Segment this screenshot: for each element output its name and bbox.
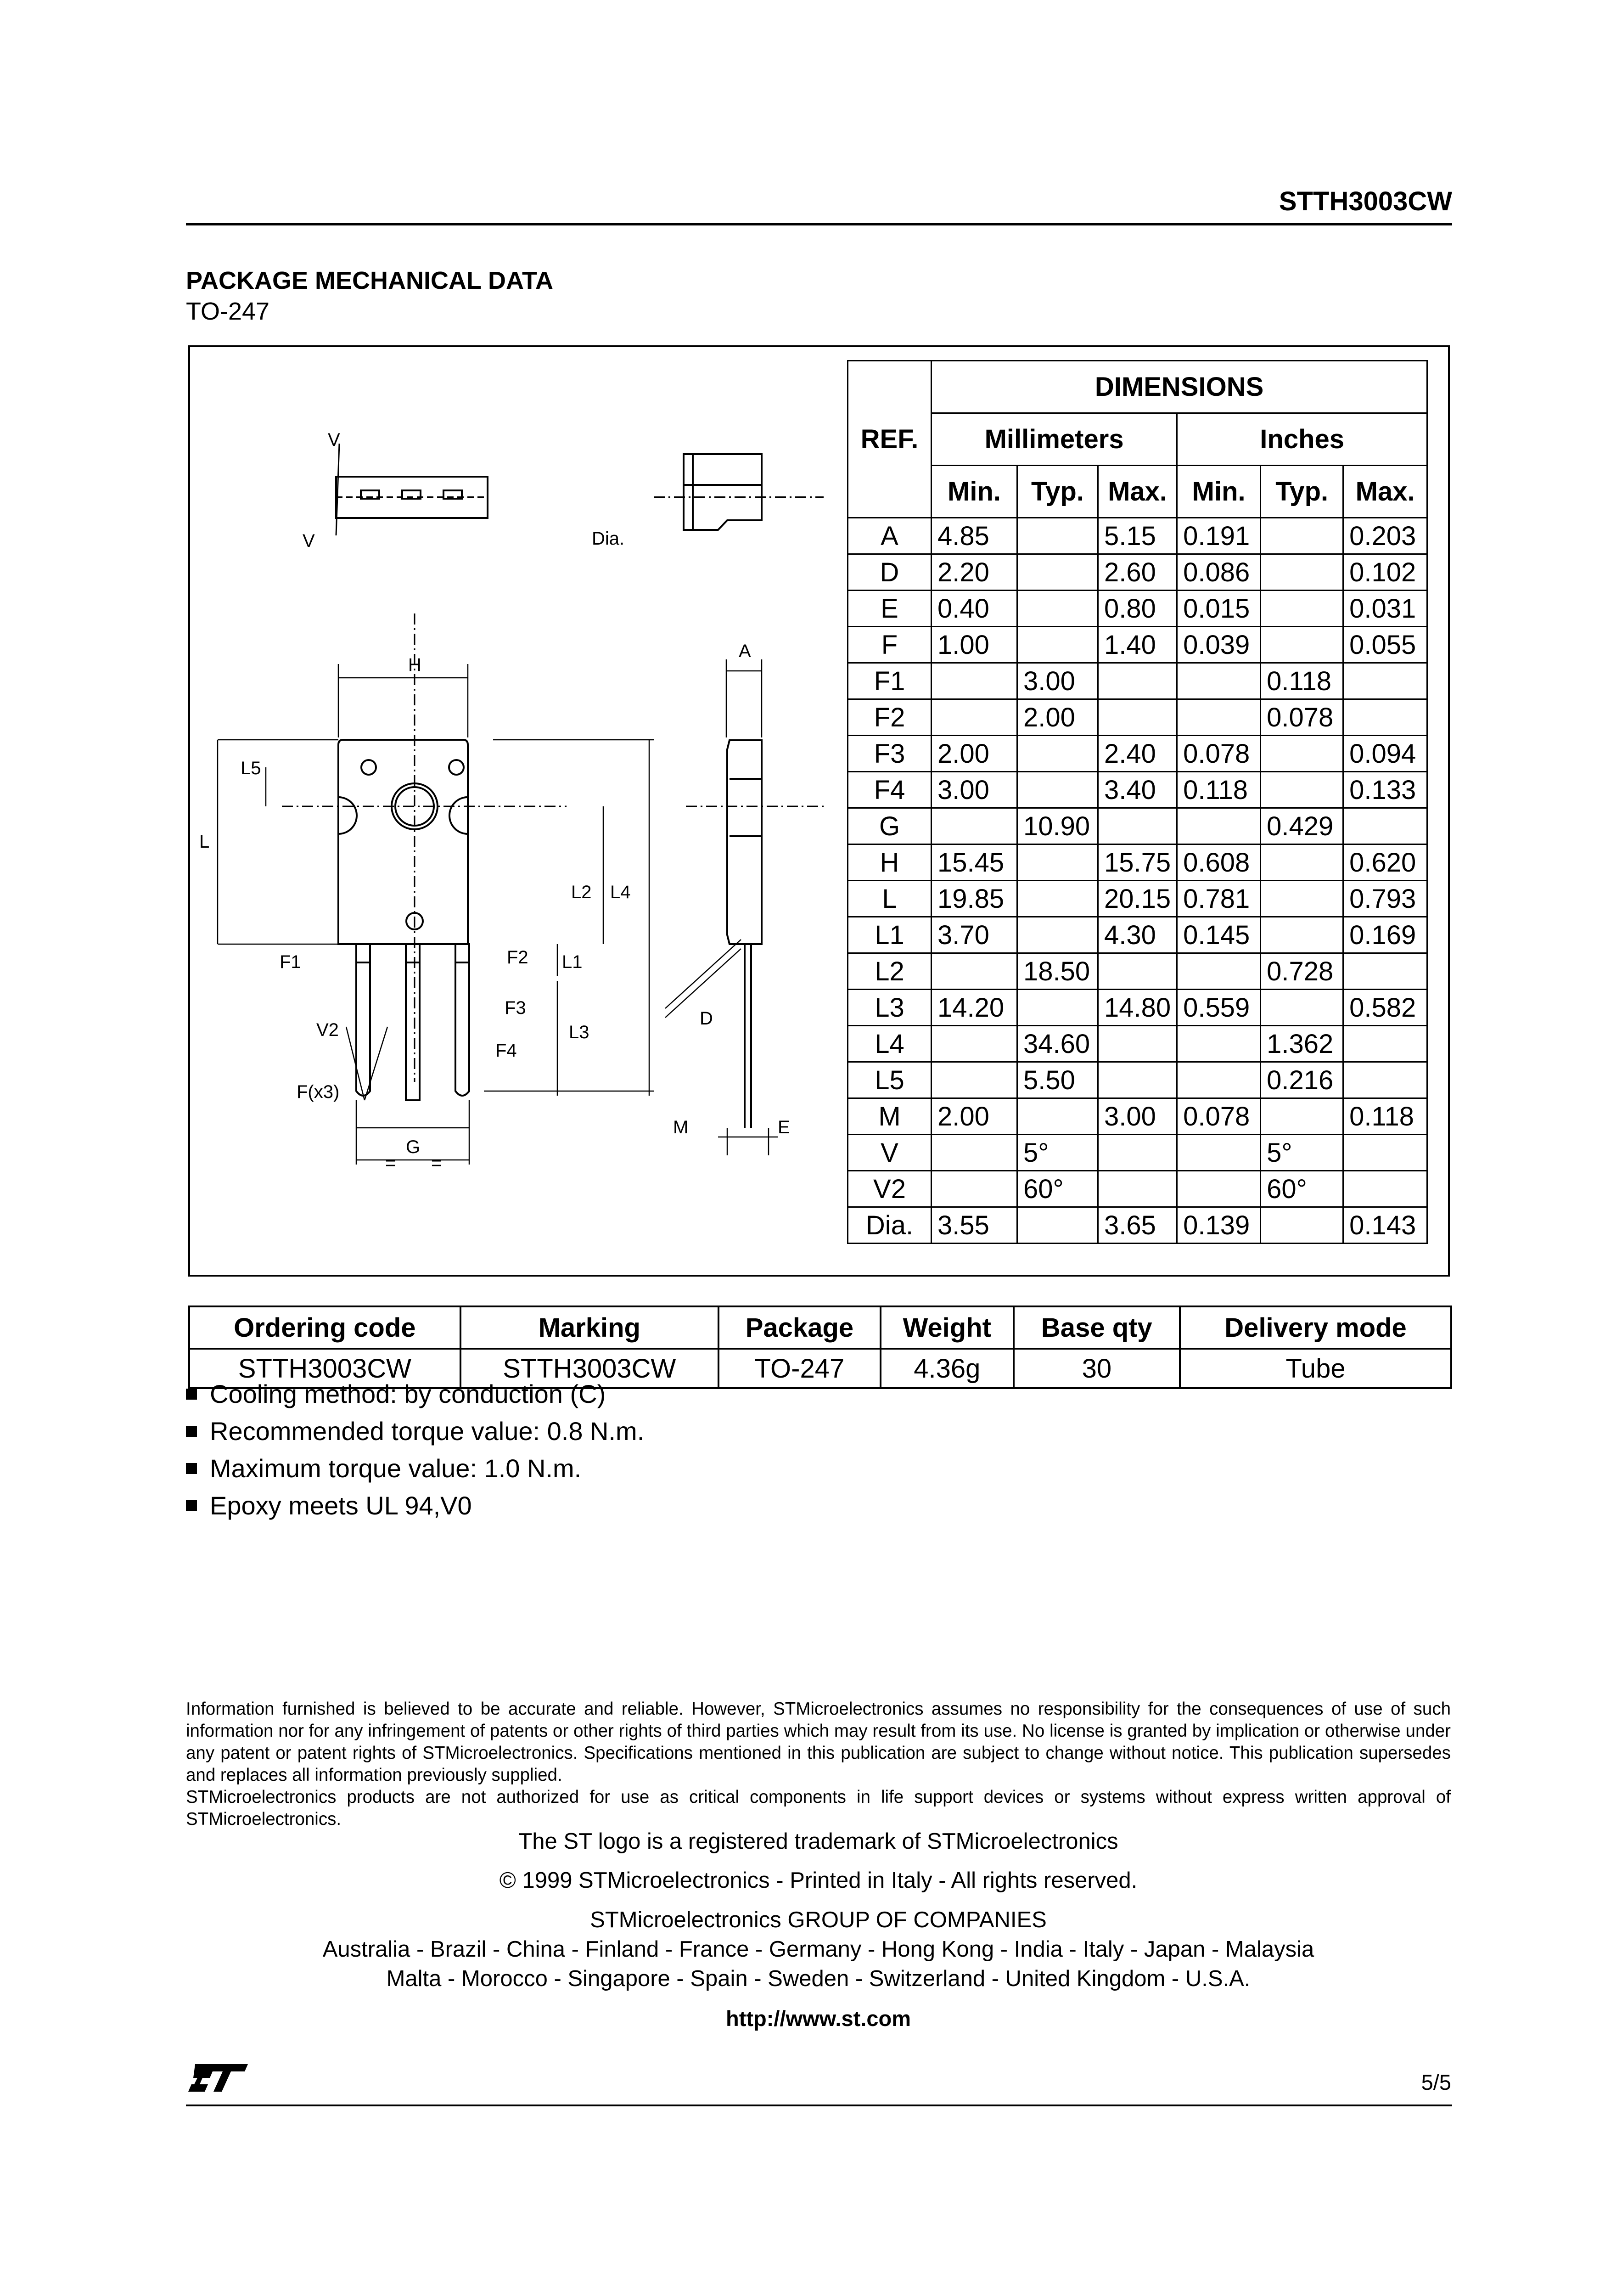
label-fx3: F(x3): [297, 1082, 340, 1102]
dimension-cell-mm-min: 2.20: [932, 554, 1017, 591]
package-header: Package: [718, 1306, 881, 1349]
dimension-cell-mm-max: 20.15: [1098, 881, 1177, 917]
dimension-cell-in-typ: [1261, 627, 1343, 663]
label-e: E: [778, 1117, 790, 1137]
dimension-cell-in-typ: [1261, 554, 1343, 591]
dimension-cell-in-max: [1343, 1062, 1427, 1098]
dimension-cell-in-typ: 0.429: [1261, 808, 1343, 844]
dimension-cell-mm-max: [1098, 699, 1177, 736]
footer-rule: [186, 2105, 1452, 2106]
dimension-cell-in-min: 0.078: [1177, 1098, 1261, 1135]
ref-cell: L: [848, 881, 932, 917]
dimension-cell-in-typ: [1261, 844, 1343, 881]
mm-typ-header: Typ.: [1017, 466, 1098, 518]
dimension-cell-mm-max: 1.40: [1098, 627, 1177, 663]
dimension-cell-mm-max: [1098, 953, 1177, 990]
dimension-cell-in-min: [1177, 953, 1261, 990]
millimeters-header: Millimeters: [932, 413, 1177, 466]
mm-max-header: Max.: [1098, 466, 1177, 518]
dimension-cell-mm-min: [932, 1171, 1017, 1207]
ref-cell: V: [848, 1135, 932, 1171]
dimension-cell-in-max: 0.094: [1343, 736, 1427, 772]
bullet-square-icon: [186, 1500, 197, 1511]
dimension-cell-mm-max: [1098, 1135, 1177, 1171]
dimension-cell-mm-max: 4.30: [1098, 917, 1177, 953]
in-typ-header: Typ.: [1261, 466, 1343, 518]
weight-value: 4.36g: [881, 1349, 1014, 1388]
ref-cell: L2: [848, 953, 932, 990]
base-qty-value: 30: [1014, 1349, 1180, 1388]
page-number: 5/5: [1421, 2070, 1451, 2094]
dimension-cell-in-min: 0.608: [1177, 844, 1261, 881]
label-l: L: [199, 832, 210, 852]
st-logo-icon: [186, 2060, 250, 2096]
section-title: PACKAGE MECHANICAL DATA: [186, 267, 553, 294]
dimension-cell-in-min: 0.559: [1177, 990, 1261, 1026]
dimension-cell-mm-max: 0.80: [1098, 591, 1177, 627]
ref-cell: D: [848, 554, 932, 591]
table-row: [848, 736, 1427, 772]
dimension-cell-in-max: [1343, 1026, 1427, 1062]
dimension-cell-mm-min: [932, 699, 1017, 736]
table-row: [848, 518, 1427, 554]
dimension-cell-mm-max: 3.40: [1098, 772, 1177, 808]
dimension-cell-mm-min: 3.70: [932, 917, 1017, 953]
dimension-cell-mm-min: [932, 663, 1017, 699]
dimensions-table: [847, 360, 1428, 1244]
label-d: D: [700, 1008, 713, 1029]
dimension-cell-in-typ: 1.362: [1261, 1026, 1343, 1062]
dimension-cell-in-min: 0.078: [1177, 736, 1261, 772]
dimension-cell-mm-typ: 10.90: [1017, 808, 1098, 844]
dimension-cell-mm-typ: 34.60: [1017, 1026, 1098, 1062]
dimension-cell-mm-typ: [1017, 772, 1098, 808]
label-l3: L3: [569, 1022, 589, 1042]
dimension-cell-in-min: 0.145: [1177, 917, 1261, 953]
dimension-cell-mm-max: [1098, 1062, 1177, 1098]
dimension-cell-in-typ: [1261, 772, 1343, 808]
package-value: TO-247: [718, 1349, 881, 1388]
ref-cell: V2: [848, 1171, 932, 1207]
label-v2: V2: [316, 1020, 339, 1040]
dimension-cell-in-typ: [1261, 1098, 1343, 1135]
label-eq-left: =: [385, 1153, 396, 1173]
label-a: A: [739, 641, 751, 661]
dimension-cell-mm-max: 5.15: [1098, 518, 1177, 554]
dimension-cell-in-min: [1177, 1171, 1261, 1207]
dimension-cell-in-max: 0.620: [1343, 844, 1427, 881]
dimension-cell-in-max: [1343, 663, 1427, 699]
table-row: [848, 1171, 1427, 1207]
dimension-cell-mm-min: 3.00: [932, 772, 1017, 808]
dimension-cell-mm-typ: 18.50: [1017, 953, 1098, 990]
label-v-bottom: V: [303, 531, 315, 551]
table-row: [848, 881, 1427, 917]
table-row: [848, 1026, 1427, 1062]
list-item: Maximum torque value: 1.0 N.m.: [186, 1450, 644, 1487]
inches-header: Inches: [1177, 413, 1427, 466]
dimension-cell-in-typ: 60°: [1261, 1171, 1343, 1207]
table-row: [848, 699, 1427, 736]
dimension-cell-mm-typ: 3.00: [1017, 663, 1098, 699]
group-of-companies: STMicroelectronics GROUP OF COMPANIES: [590, 1908, 1047, 1932]
dimension-cell-mm-min: [932, 1026, 1017, 1062]
dimension-cell-mm-typ: 5°: [1017, 1135, 1098, 1171]
ordering-code-header: Ordering code: [189, 1306, 460, 1349]
disclaimer-paragraph-2: STMicroelectronics products are not authorized for use as critical components in life support devices or systems without express written approval of STMicroelectronics.: [186, 1787, 1451, 1829]
dimension-cell-mm-min: [932, 1062, 1017, 1098]
dimension-cell-mm-typ: [1017, 881, 1098, 917]
package-notes-list: [186, 1375, 644, 1524]
dimension-cell-in-typ: [1261, 1207, 1343, 1244]
label-l2: L2: [571, 882, 592, 902]
dimension-cell-mm-min: 3.55: [932, 1207, 1017, 1244]
dimension-cell-mm-min: 2.00: [932, 736, 1017, 772]
dimension-cell-in-max: 0.169: [1343, 917, 1427, 953]
dimension-cell-mm-typ: [1017, 736, 1098, 772]
dimension-cell-in-typ: [1261, 736, 1343, 772]
dimension-cell-in-typ: 0.078: [1261, 699, 1343, 736]
legal-disclaimer: [186, 1698, 1451, 1830]
bullet-square-icon: [186, 1426, 197, 1437]
dimension-cell-mm-max: [1098, 663, 1177, 699]
dimension-cell-in-min: 0.039: [1177, 627, 1261, 663]
dimension-cell-in-typ: 0.118: [1261, 663, 1343, 699]
ref-cell: L3: [848, 990, 932, 1026]
dimension-cell-in-min: 0.781: [1177, 881, 1261, 917]
dimension-cell-in-max: 0.143: [1343, 1207, 1427, 1244]
dimension-cell-mm-typ: [1017, 591, 1098, 627]
dimension-cell-in-min: [1177, 699, 1261, 736]
dimension-cell-mm-typ: 60°: [1017, 1171, 1098, 1207]
ordering-code-value: STTH3003CW: [189, 1349, 460, 1388]
table-row: [848, 1207, 1427, 1244]
dimension-cell-mm-max: 3.65: [1098, 1207, 1177, 1244]
table-row: [848, 1135, 1427, 1171]
table-row: [848, 591, 1427, 627]
dimensions-header: DIMENSIONS: [932, 361, 1427, 413]
dimension-cell-in-typ: [1261, 518, 1343, 554]
ref-cell: M: [848, 1098, 932, 1135]
delivery-mode-value: Tube: [1180, 1349, 1451, 1388]
dimension-cell-in-typ: [1261, 917, 1343, 953]
dimension-cell-in-max: 0.102: [1343, 554, 1427, 591]
label-dia: Dia.: [592, 529, 625, 549]
dimension-cell-mm-min: [932, 953, 1017, 990]
dimension-cell-mm-max: [1098, 1171, 1177, 1207]
ref-cell: G: [848, 808, 932, 844]
dimension-cell-in-min: 0.191: [1177, 518, 1261, 554]
dimension-cell-in-typ: [1261, 881, 1343, 917]
marking-header: Marking: [460, 1306, 718, 1349]
dimension-cell-mm-min: [932, 1135, 1017, 1171]
dimension-cell-in-max: [1343, 1171, 1427, 1207]
dimension-cell-mm-min: 0.40: [932, 591, 1017, 627]
label-f4: F4: [495, 1041, 517, 1061]
table-row: [848, 844, 1427, 881]
dimension-cell-mm-typ: [1017, 518, 1098, 554]
document-part-number: STTH3003CW: [1279, 186, 1452, 216]
dimension-cell-in-typ: [1261, 591, 1343, 627]
dimension-cell-in-min: [1177, 1062, 1261, 1098]
copyright-note: © 1999 STMicroelectronics - Printed in Italy - All rights reserved.: [499, 1868, 1138, 1893]
ref-cell: L5: [848, 1062, 932, 1098]
dimension-cell-mm-min: 1.00: [932, 627, 1017, 663]
dimension-cell-in-min: 0.118: [1177, 772, 1261, 808]
ref-cell: F2: [848, 699, 932, 736]
dimension-cell-in-max: 0.031: [1343, 591, 1427, 627]
label-f3: F3: [505, 998, 526, 1018]
marking-value: STTH3003CW: [460, 1349, 718, 1388]
label-f1: F1: [280, 952, 301, 972]
bullet-square-icon: [186, 1463, 197, 1474]
countries-line-2: Malta - Morocco - Singapore - Spain - Sweden - Switzerland - United Kingdom - U.S.A.: [386, 1966, 1251, 1991]
table-row: [848, 554, 1427, 591]
header-rule: [186, 223, 1452, 225]
dimension-cell-in-min: [1177, 1135, 1261, 1171]
label-l4: L4: [610, 882, 631, 902]
dimension-cell-mm-typ: [1017, 917, 1098, 953]
table-row: [848, 990, 1427, 1026]
dimension-cell-mm-typ: [1017, 990, 1098, 1026]
label-eq-right: =: [431, 1153, 442, 1173]
ref-cell: L1: [848, 917, 932, 953]
package-name: TO-247: [186, 298, 270, 325]
ref-cell: F1: [848, 663, 932, 699]
ref-cell: F4: [848, 772, 932, 808]
dimension-cell-mm-min: 4.85: [932, 518, 1017, 554]
countries-line-1: Australia - Brazil - China - Finland - France - Germany - Hong Kong - India - Italy - Japan - Malaysia: [322, 1937, 1314, 1962]
dimension-cell-in-typ: 5°: [1261, 1135, 1343, 1171]
table-row: [848, 772, 1427, 808]
ref-cell: F: [848, 627, 932, 663]
base-qty-header: Base qty: [1014, 1306, 1180, 1349]
dimension-cell-in-max: [1343, 1135, 1427, 1171]
dimension-cell-mm-typ: [1017, 627, 1098, 663]
dimension-cell-in-min: [1177, 663, 1261, 699]
dimension-cell-in-typ: 0.216: [1261, 1062, 1343, 1098]
dimension-cell-in-max: [1343, 699, 1427, 736]
dimension-cell-in-max: [1343, 953, 1427, 990]
dimension-cell-mm-max: 2.40: [1098, 736, 1177, 772]
dimension-cell-in-typ: 0.728: [1261, 953, 1343, 990]
table-row: [848, 663, 1427, 699]
dimension-cell-mm-min: 15.45: [932, 844, 1017, 881]
in-min-header: Min.: [1177, 466, 1261, 518]
table-row: [848, 917, 1427, 953]
label-l1: L1: [562, 952, 583, 972]
dimension-cell-mm-typ: [1017, 844, 1098, 881]
dimension-cell-mm-typ: [1017, 1098, 1098, 1135]
dimension-cell-in-min: 0.139: [1177, 1207, 1261, 1244]
table-row: [848, 808, 1427, 844]
mm-min-header: Min.: [932, 466, 1017, 518]
label-f2: F2: [507, 947, 528, 968]
dimension-cell-mm-typ: [1017, 554, 1098, 591]
list-item: Epoxy meets UL 94,V0: [186, 1487, 644, 1524]
dimension-cell-in-max: 0.582: [1343, 990, 1427, 1026]
dimension-cell-in-max: [1343, 808, 1427, 844]
dimension-cell-mm-min: [932, 808, 1017, 844]
ref-header: REF.: [848, 361, 932, 518]
dimension-cell-mm-max: 15.75: [1098, 844, 1177, 881]
list-item: Cooling method: by conduction (C): [186, 1375, 644, 1412]
dimension-cell-mm-max: 2.60: [1098, 554, 1177, 591]
dimension-cell-mm-min: 14.20: [932, 990, 1017, 1026]
trademark-note: The ST logo is a registered trademark of STMicroelectronics: [518, 1829, 1118, 1854]
ref-cell: L4: [848, 1026, 932, 1062]
table-row: [848, 627, 1427, 663]
dimension-cell-in-min: 0.086: [1177, 554, 1261, 591]
label-l5: L5: [241, 758, 261, 778]
ref-cell: F3: [848, 736, 932, 772]
dimension-cell-mm-typ: [1017, 1207, 1098, 1244]
dimension-cell-mm-max: 3.00: [1098, 1098, 1177, 1135]
dimension-cell-in-min: [1177, 1026, 1261, 1062]
website-link[interactable]: http://www.st.com: [726, 2006, 911, 2031]
dimension-cell-mm-max: 14.80: [1098, 990, 1177, 1026]
label-m: M: [673, 1117, 689, 1137]
delivery-mode-header: Delivery mode: [1180, 1306, 1451, 1349]
dimension-cell-in-max: 0.133: [1343, 772, 1427, 808]
dimension-cell-mm-max: [1098, 808, 1177, 844]
dimension-cell-mm-min: 2.00: [932, 1098, 1017, 1135]
dimension-cell-in-min: [1177, 808, 1261, 844]
label-h: H: [408, 655, 421, 675]
dimension-cell-mm-max: [1098, 1026, 1177, 1062]
ref-cell: E: [848, 591, 932, 627]
dimension-cell-mm-typ: 5.50: [1017, 1062, 1098, 1098]
list-item: Recommended torque value: 0.8 N.m.: [186, 1412, 644, 1450]
dimension-cell-mm-min: 19.85: [932, 881, 1017, 917]
ref-cell: Dia.: [848, 1207, 932, 1244]
table-row: [848, 953, 1427, 990]
in-max-header: Max.: [1343, 466, 1427, 518]
dimension-cell-in-typ: [1261, 990, 1343, 1026]
dimension-cell-in-max: 0.793: [1343, 881, 1427, 917]
label-g: G: [406, 1137, 421, 1157]
dimension-cell-mm-typ: 2.00: [1017, 699, 1098, 736]
dimension-cell-in-max: 0.055: [1343, 627, 1427, 663]
label-v-top: V: [328, 430, 340, 450]
dimension-cell-in-min: 0.015: [1177, 591, 1261, 627]
ref-cell: A: [848, 518, 932, 554]
bullet-square-icon: [186, 1389, 197, 1400]
ref-cell: H: [848, 844, 932, 881]
dimension-cell-in-max: 0.203: [1343, 518, 1427, 554]
table-row: [848, 1062, 1427, 1098]
dimension-cell-in-max: 0.118: [1343, 1098, 1427, 1135]
table-row: [848, 1098, 1427, 1135]
weight-header: Weight: [881, 1306, 1014, 1349]
disclaimer-paragraph-1: Information furnished is believed to be accurate and reliable. However, STMicroelectronics assumes no responsibility for the consequences of use of such information nor for any infringement of patents or other rights of third parties which may result from its use. No license is granted by implication or otherwise under any patent or patent rights of STMicroelectronics. Specifications mentioned in this publication are subject to change without notice. This publication supersedes and replaces all information previously supplied.: [186, 1699, 1451, 1785]
package-outline-drawing: [190, 347, 844, 1275]
